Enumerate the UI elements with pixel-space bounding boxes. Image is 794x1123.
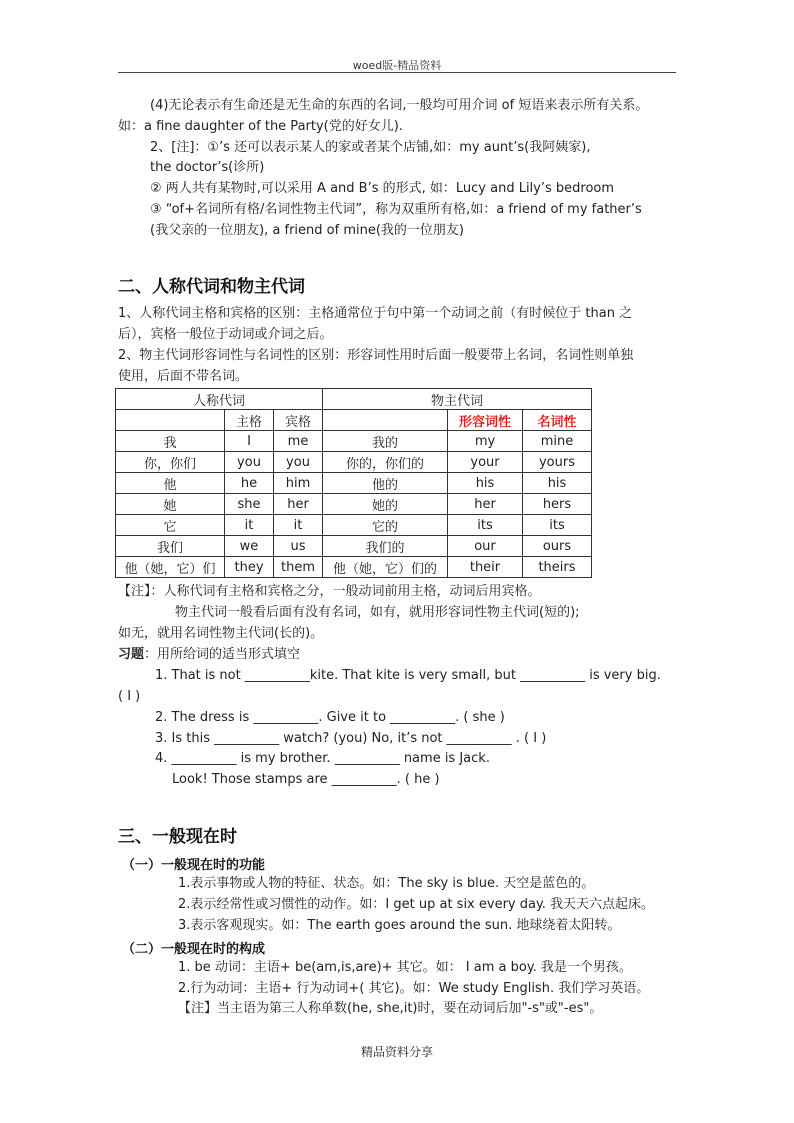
table-cell: her — [448, 494, 523, 515]
table-cell: 我们 — [116, 536, 225, 557]
table-row — [116, 452, 592, 473]
table-cell: us — [274, 536, 323, 557]
table-cell: we — [225, 536, 274, 557]
paragraph-line: 1. be 动词：主语+ be(am,is,are)+ 其它。如： I am a boy. 我是一个男孩。 — [178, 960, 632, 975]
table-row — [116, 431, 592, 452]
table-header-row — [116, 389, 592, 410]
subsection-heading: （一）一般现在时的功能 — [122, 858, 266, 873]
table-row — [116, 557, 592, 578]
table-cell: 他的 — [323, 473, 448, 494]
table-cell: ours — [523, 536, 592, 557]
exercise-line: 1. That is not __________kite. That kite is very small, but __________ is very big. — [155, 668, 661, 683]
table-cell: our — [448, 536, 523, 557]
intro-line: 如：a fine daughter of the Party(党的好女儿). — [118, 119, 403, 134]
paragraph-line: 使用，后面不带名词。 — [118, 369, 249, 384]
empty-cell — [323, 410, 448, 431]
exercise-label: 习题 — [118, 647, 145, 662]
table-cell: you — [225, 452, 274, 473]
table-cell: his — [523, 473, 592, 494]
table-cell: it — [274, 515, 323, 536]
table-row — [116, 494, 592, 515]
intro-line: ③ “of+名词所有格/名词性物主代词”，称为双重所有格,如：a friend of my father’s — [150, 202, 642, 217]
section-heading: 三、一般现在时 — [118, 827, 237, 847]
table-cell: he — [225, 473, 274, 494]
table-row — [116, 473, 592, 494]
subsection-heading: （二）一般现在时的构成 — [122, 942, 266, 957]
table-cell: they — [225, 557, 274, 578]
header-personal: 人称代词 — [116, 389, 323, 410]
empty-cell — [116, 410, 225, 431]
intro-line: ② 两人共有某物时,可以采用 A and B’s 的形式, 如：Lucy and Lily’s bedroom — [150, 181, 615, 196]
paragraph-line: 1.表示事物或人物的特征、状态。如：The sky is blue. 天空是蓝色的。 — [178, 876, 595, 891]
exercise-line: Look! Those stamps are __________. ( he ) — [172, 772, 440, 787]
paragraph-line: 【注】当主语为第三人称单数(he, she,it)时，要在动词后加"-s"或"-es"。 — [178, 1001, 603, 1016]
exercise-line: 2. The dress is __________. Give it to __________. ( she ) — [155, 710, 505, 725]
page-header: woed版-精品资料 — [352, 59, 442, 72]
table-cell: 你，你们 — [116, 452, 225, 473]
paragraph-line: 2、物主代词形容词性与名词性的区别：形容词性用时后面一般要带上名词，名词性则单独 — [118, 348, 634, 363]
intro-line: the doctor’s(诊所) — [150, 160, 265, 175]
table-cell: she — [225, 494, 274, 515]
header-adjective: 形容词性 — [448, 410, 523, 431]
exercise-line: ( I ) — [118, 689, 141, 704]
exercise-line: 4. __________ is my brother. __________ name is Jack. — [155, 751, 490, 766]
table-cell: his — [448, 473, 523, 494]
paragraph-line: 后），宾格一般位于动词或介词之后。 — [118, 327, 333, 342]
table-cell: 她的 — [323, 494, 448, 515]
table-cell: its — [523, 515, 592, 536]
note-line: 【注】：人称代词有主格和宾格之分，一般动词前用主格，动词后用宾格。 — [118, 584, 541, 599]
exercise-heading — [118, 646, 300, 664]
table-cell: hers — [523, 494, 592, 515]
page-footer: 精品资料分享 — [360, 1045, 433, 1059]
table-cell: 它 — [116, 515, 225, 536]
intro-line: 2、[注]：①’s 还可以表示某人的家或者某个店铺,如：my aunt’s(我阿姨家), — [150, 140, 591, 155]
table-cell: them — [274, 557, 323, 578]
table-cell: their — [448, 557, 523, 578]
note-line: 如无，就用名词性物主代词(长的)。 — [118, 626, 324, 641]
intro-line: (我父亲的一位朋友), a friend of mine(我的一位朋友) — [150, 223, 464, 238]
table-subheader-row — [116, 410, 592, 431]
header-divider — [118, 72, 676, 73]
table-cell: her — [274, 494, 323, 515]
table-cell: 我的 — [323, 431, 448, 452]
table-row — [116, 515, 592, 536]
table-cell: 他（她，它）们 — [116, 557, 225, 578]
table-cell: him — [274, 473, 323, 494]
table-row — [116, 536, 592, 557]
table-cell: you — [274, 452, 323, 473]
table-cell: mine — [523, 431, 592, 452]
note-line: 物主代词一般看后面有没有名词，如有，就用形容词性物主代词(短的); — [175, 605, 580, 620]
paragraph-line: 1、人称代词主格和宾格的区别：主格通常位于句中第一个动词之前（有时候位于 than 之 — [118, 306, 633, 321]
table-cell: it — [225, 515, 274, 536]
table-cell: I — [225, 431, 274, 452]
paragraph-line: 3.表示客观现实。如：The earth goes around the sun. 地球绕着太阳转。 — [178, 918, 621, 933]
header-subject: 主格 — [225, 410, 274, 431]
paragraph-line: 2.行为动词：主语+ 行为动词+( 其它)。如：We study English. 我们学习英语。 — [178, 981, 650, 996]
exercise-line: 3. Is this __________ watch? (you) No, it’s not __________ . ( I ) — [155, 731, 547, 746]
header-object: 宾格 — [274, 410, 323, 431]
table-cell: 他（她，它）们的 — [323, 557, 448, 578]
pronoun-table — [115, 388, 592, 578]
exercise-instruction: ：用所给词的适当形式填空 — [144, 647, 301, 662]
section-heading: 二、人称代词和物主代词 — [118, 277, 305, 297]
table-cell: its — [448, 515, 523, 536]
table-cell: 你的，你们的 — [323, 452, 448, 473]
table-cell: my — [448, 431, 523, 452]
table-cell: 他 — [116, 473, 225, 494]
table-cell: 她 — [116, 494, 225, 515]
table-cell: 我 — [116, 431, 225, 452]
header-possessive: 物主代词 — [323, 389, 592, 410]
intro-line: (4)无论表示有生命还是无生命的东西的名词,一般均可用介词 of 短语来表示所有关系。 — [150, 98, 649, 113]
table-cell: me — [274, 431, 323, 452]
table-cell: yours — [523, 452, 592, 473]
table-cell: 我们的 — [323, 536, 448, 557]
table-cell: 它的 — [323, 515, 448, 536]
header-noun: 名词性 — [523, 410, 592, 431]
table-cell: your — [448, 452, 523, 473]
table-cell: theirs — [523, 557, 592, 578]
paragraph-line: 2.表示经常性或习惯性的动作。如：I get up at six every day. 我天天六点起床。 — [178, 897, 655, 912]
